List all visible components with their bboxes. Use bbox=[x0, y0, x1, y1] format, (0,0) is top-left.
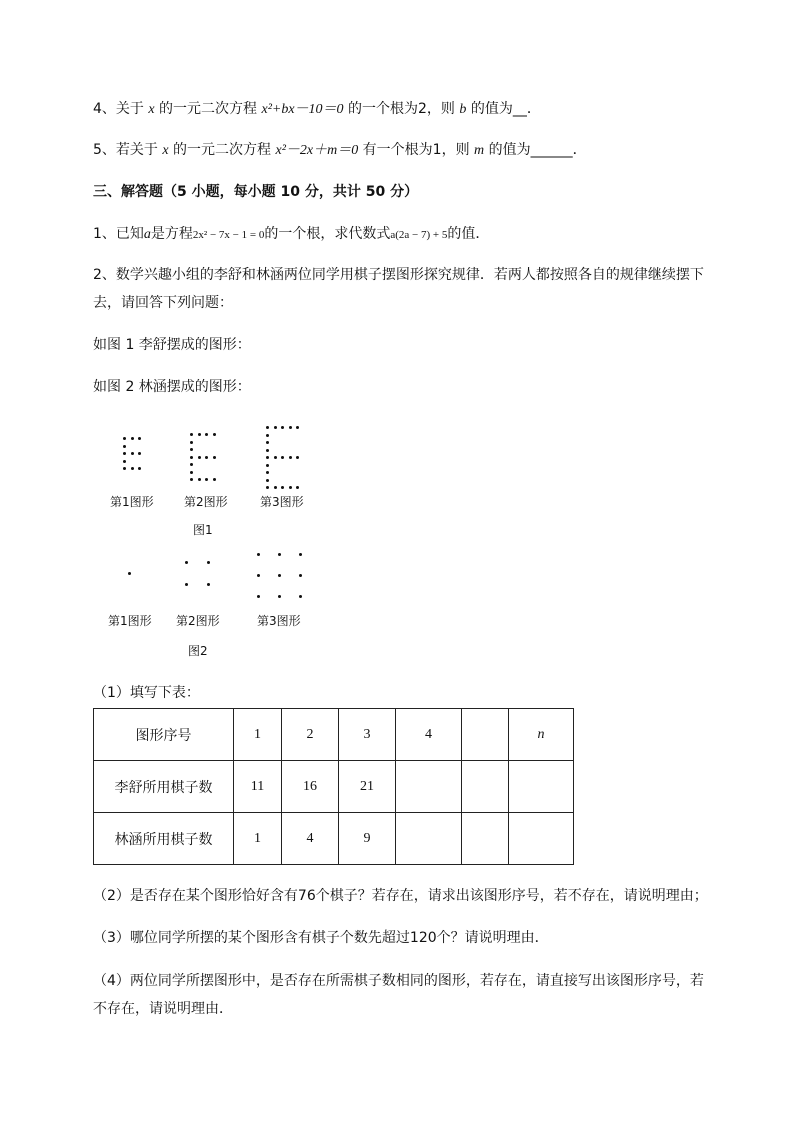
chess-piece-dot bbox=[138, 452, 141, 455]
problem-2-line-2: 去，请回答下列问题： bbox=[93, 295, 233, 311]
equation: x²－2x＋m＝0 bbox=[275, 143, 359, 158]
chess-piece-dot bbox=[198, 433, 201, 436]
table-cell: 2 bbox=[282, 709, 339, 761]
equation: 2x² − 7x − 1 = 0 bbox=[192, 229, 265, 241]
chess-piece-dot bbox=[205, 456, 208, 459]
sub-question-3: （3）哪位同学所摆的某个图形含有棋子个数先超过120个？请说明理由． bbox=[93, 930, 549, 946]
variable-a: a bbox=[143, 227, 151, 242]
chess-piece-dot bbox=[299, 595, 302, 598]
table-cell bbox=[462, 761, 509, 813]
chess-piece-dot bbox=[289, 426, 292, 429]
problem-1: 1、已知a是方程2x² − 7x − 1 = 0的一个根，求代数式a(2a − 7) + 5的值． bbox=[93, 226, 490, 242]
table-cell: 16 bbox=[282, 761, 339, 813]
chess-piece-dot bbox=[278, 595, 281, 598]
chess-piece-dot bbox=[207, 583, 210, 586]
chess-piece-dot bbox=[266, 471, 269, 474]
chess-piece-dot bbox=[190, 433, 193, 436]
fig1-caption-2: 第2图形 bbox=[184, 495, 228, 509]
fig1-caption-1: 第1图形 bbox=[110, 495, 154, 509]
chess-piece-dot bbox=[296, 456, 299, 459]
variable-x: x bbox=[162, 143, 169, 158]
table-cell bbox=[462, 709, 509, 761]
table-cell bbox=[462, 813, 509, 865]
chess-piece-dot bbox=[299, 553, 302, 556]
chess-piece-dot bbox=[131, 467, 134, 470]
sub-question-2: （2）是否存在某个图形恰好含有76个棋子？若存在，请求出该图形序号，若不存在，请说明理由； bbox=[93, 888, 708, 904]
chess-piece-dot bbox=[131, 437, 134, 440]
answer-table bbox=[93, 708, 574, 865]
figure-1-intro: 如图 1 李舒摆成的图形： bbox=[93, 337, 251, 353]
chess-piece-dot bbox=[123, 437, 126, 440]
chess-piece-dot bbox=[299, 574, 302, 577]
chess-piece-dot bbox=[278, 553, 281, 556]
fig2-caption-3: 第3图形 bbox=[257, 614, 301, 628]
chess-piece-dot bbox=[205, 433, 208, 436]
chess-piece-dot bbox=[296, 486, 299, 489]
chess-piece-dot bbox=[274, 456, 277, 459]
table-cell bbox=[509, 813, 574, 865]
table-cell: 9 bbox=[339, 813, 396, 865]
chess-piece-dot bbox=[278, 574, 281, 577]
question-4: 4、关于 x 的一元二次方程 x²+bx－10＝0 的一个根为2，则 b 的值为__． bbox=[93, 101, 541, 117]
chess-piece-dot bbox=[266, 464, 269, 467]
chess-piece-dot bbox=[123, 467, 126, 470]
sub-question-4-line-1: （4）两位同学所摆图形中，是否存在所需棋子数相同的图形，若存在，请直接写出该图形序号，若 bbox=[93, 973, 704, 989]
table-row bbox=[94, 761, 574, 813]
chess-piece-dot bbox=[266, 486, 269, 489]
chess-piece-dot bbox=[190, 478, 193, 481]
table-cell: 21 bbox=[339, 761, 396, 813]
chess-piece-dot bbox=[213, 478, 216, 481]
table-cell: 3 bbox=[339, 709, 396, 761]
chess-piece-dot bbox=[274, 486, 277, 489]
chess-piece-dot bbox=[281, 456, 284, 459]
chess-piece-dot bbox=[128, 572, 131, 575]
chess-piece-dot bbox=[190, 448, 193, 451]
chess-piece-dot bbox=[257, 553, 260, 556]
table-cell bbox=[396, 761, 462, 813]
table-cell: 4 bbox=[282, 813, 339, 865]
figure-2-intro: 如图 2 林涵摆成的图形： bbox=[93, 379, 251, 395]
chess-piece-dot bbox=[296, 426, 299, 429]
chess-piece-dot bbox=[131, 452, 134, 455]
table-cell: 1 bbox=[234, 813, 282, 865]
table-cell bbox=[509, 761, 574, 813]
fig2-caption-2: 第2图形 bbox=[176, 614, 220, 628]
chess-piece-dot bbox=[185, 583, 188, 586]
row-label: 李舒所用棋子数 bbox=[94, 761, 234, 813]
expression: a(2a − 7) + 5 bbox=[390, 229, 448, 241]
chess-piece-dot bbox=[198, 478, 201, 481]
sub-question-4-line-2: 不存在，请说明理由． bbox=[93, 1001, 233, 1017]
table-intro: （1）填写下表： bbox=[93, 685, 200, 701]
chess-piece-dot bbox=[207, 561, 210, 564]
question-5: 5、若关于 x 的一元二次方程 x²－2x＋m＝0 有一个根为1，则 m 的值为______． bbox=[93, 142, 587, 158]
chess-piece-dot bbox=[138, 467, 141, 470]
variable-m: m bbox=[474, 143, 485, 158]
chess-piece-dot bbox=[266, 441, 269, 444]
chess-piece-dot bbox=[185, 561, 188, 564]
chess-piece-dot bbox=[198, 456, 201, 459]
chess-piece-dot bbox=[266, 449, 269, 452]
chess-piece-dot bbox=[190, 471, 193, 474]
chess-piece-dot bbox=[281, 486, 284, 489]
chess-piece-dot bbox=[266, 456, 269, 459]
table-cell bbox=[396, 813, 462, 865]
chess-piece-dot bbox=[190, 441, 193, 444]
table-cell: n bbox=[509, 709, 574, 761]
chess-piece-dot bbox=[213, 433, 216, 436]
row-label: 林涵所用棋子数 bbox=[94, 813, 234, 865]
table-cell: 11 bbox=[234, 761, 282, 813]
equation: x²+bx－10＝0 bbox=[261, 102, 344, 117]
chess-piece-dot bbox=[266, 479, 269, 482]
chess-piece-dot bbox=[190, 463, 193, 466]
chess-piece-dot bbox=[138, 437, 141, 440]
chess-piece-dot bbox=[123, 445, 126, 448]
chess-piece-dot bbox=[190, 456, 193, 459]
variable-x: x bbox=[148, 102, 155, 117]
chess-piece-dot bbox=[266, 426, 269, 429]
chess-piece-dot bbox=[213, 456, 216, 459]
problem-2-line-1: 2、数学兴趣小组的李舒和林涵两位同学用棋子摆图形探究规律．若两人都按照各自的规律继续摆下 bbox=[93, 267, 704, 283]
chess-piece-dot bbox=[281, 426, 284, 429]
chess-piece-dot bbox=[257, 595, 260, 598]
chess-piece-dot bbox=[257, 574, 260, 577]
row-label: 图形序号 bbox=[94, 709, 234, 761]
chess-piece-dot bbox=[123, 460, 126, 463]
chess-piece-dot bbox=[266, 434, 269, 437]
table-cell: 4 bbox=[396, 709, 462, 761]
chess-piece-dot bbox=[289, 456, 292, 459]
variable-b: b bbox=[459, 102, 467, 117]
section-heading: 三、解答题（5 小题，每小题 10 分，共计 50 分） bbox=[93, 184, 419, 200]
table-row bbox=[94, 709, 574, 761]
chess-piece-dot bbox=[274, 426, 277, 429]
chess-piece-dot bbox=[289, 486, 292, 489]
fig1-caption-3: 第3图形 bbox=[260, 495, 304, 509]
table-row bbox=[94, 813, 574, 865]
fig2-caption-1: 第1图形 bbox=[108, 614, 152, 628]
chess-piece-dot bbox=[123, 452, 126, 455]
figure-1-title: 图1 bbox=[193, 523, 213, 537]
table-cell: 1 bbox=[234, 709, 282, 761]
figure-2-title: 图2 bbox=[188, 644, 208, 658]
chess-piece-dot bbox=[205, 478, 208, 481]
